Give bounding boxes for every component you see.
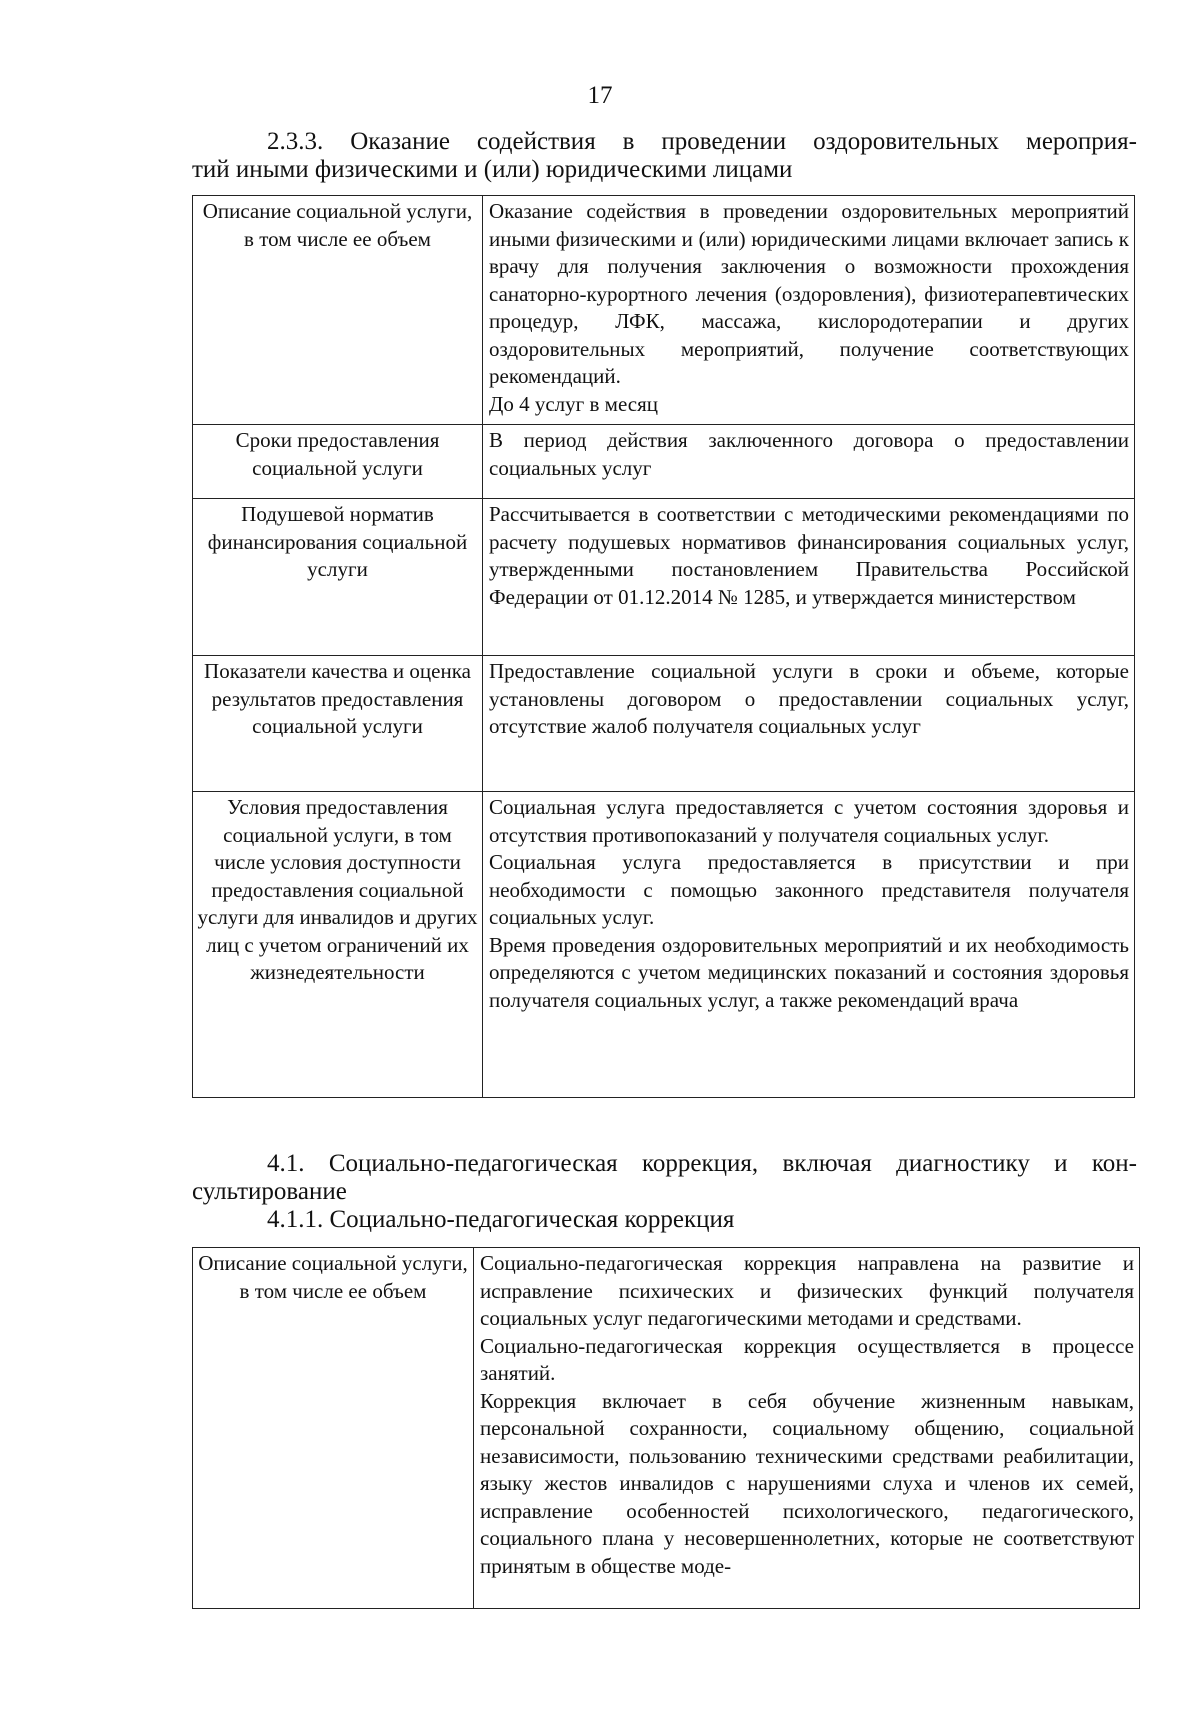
value-paragraph: Социально-педагогическая коррекция направлена на развитие и исправление психических и физических функций получателя социальных услуг педагогическими методами и средствами. <box>480 1251 1134 1330</box>
row-label: Условия предоставления социальной услуги, в том числе условия доступности предоставления социальной услуги для инвалидов и других лиц с учетом ограничений их жизнедеятельности <box>193 792 483 1098</box>
section-heading-2-3-3 <box>192 128 1137 184</box>
heading-line: сультирование <box>192 1178 347 1205</box>
value-paragraph: Предоставление социальной услуги в сроки и объеме, которые установлены договором о предоставлении социальных услуг, отсутствие жалоб получателя социальных услуг <box>489 659 1129 738</box>
row-label: Подушевой норматив финансирования социальной услуги <box>193 499 483 656</box>
row-value <box>483 425 1135 499</box>
row-label: Сроки предоставления социальной услуги <box>193 425 483 499</box>
table-row <box>193 792 1135 1098</box>
heading-line: тий иными физическими и (или) юридическими лицами <box>192 156 793 183</box>
service-table-2-3-3 <box>192 195 1135 1098</box>
heading-line: 2.3.3. Оказание содействия в проведении оздоровительных мероприя- <box>267 128 1137 155</box>
row-value <box>483 499 1135 656</box>
value-paragraph: В период действия заключенного договора о предоставлении социальных услуг <box>489 428 1129 480</box>
service-table-4-1-1 <box>192 1247 1140 1609</box>
row-value <box>483 792 1135 1098</box>
section-heading-4-1 <box>192 1150 1137 1234</box>
heading-line: 4.1. Социально-педагогическая коррекция, включая диагностику и кон- <box>267 1150 1137 1177</box>
value-paragraph: Социальная услуга предоставляется в присутствии и при необходимости с помощью законного представителя получателя социальных услуг. <box>489 850 1129 929</box>
value-paragraph: Социальная услуга предоставляется с учетом состояния здоровья и отсутствия противопоказаний у получателя социальных услуг. <box>489 795 1129 847</box>
table-row <box>193 1248 1140 1609</box>
table-row <box>193 196 1135 425</box>
heading-line: 4.1.1. Социально-педагогическая коррекция <box>267 1206 735 1233</box>
value-paragraph: Коррекция включает в себя обучение жизненным навыкам, персональной сохранности, социальному общению, социальной независимости, пользованию техническими средствами реабилитации, языку жестов инвалидов с нарушениями слуха и членов их семей, исправление особенностей психологического, педагогического, социального плана у несовершеннолетних, которые не соответствуют принятым в обществе моде- <box>480 1388 1134 1578</box>
row-value <box>483 196 1135 425</box>
row-value <box>474 1248 1140 1609</box>
value-paragraph: Оказание содействия в проведении оздоровительных мероприятий иными физическими и (или) юридическими лицами включает запись к врачу для получения заключения о возможности прохождения санаторно-курортного лечения (оздоровления), физиотерапевтических процедур, ЛФК, массажа, кислородотерапии и других оздоровительных мероприятий, получение соответствующих рекомендаций. <box>489 199 1129 388</box>
row-label: Описание социальной услуги, в том числе ее объем <box>193 196 483 425</box>
value-paragraph: Время проведения оздоровительных мероприятий и их необходимость определяются с учетом медицинских показаний и состояния здоровья получателя социальных услуг, а также рекомендаций врача <box>489 932 1129 1012</box>
table-row <box>193 656 1135 792</box>
row-value <box>483 656 1135 792</box>
table-row <box>193 499 1135 656</box>
value-paragraph: Рассчитывается в соответствии с методическими рекомендациями по расчету подушевых нормативов финансирования социальных услуг, утвержденными постановлением Правительства Российской Федерации от 01.12.2014 № 1285, и утверждается министерством <box>489 502 1129 609</box>
row-label: Показатели качества и оценка результатов предоставления социальной услуги <box>193 656 483 792</box>
value-paragraph: Социально-педагогическая коррекция осуществляется в процессе занятий. <box>480 1333 1134 1385</box>
row-label: Описание социальной услуги, в том числе ее объем <box>193 1248 474 1609</box>
value-paragraph: До 4 услуг в месяц <box>489 391 659 416</box>
table-row <box>193 425 1135 499</box>
page-number: 17 <box>587 82 613 109</box>
